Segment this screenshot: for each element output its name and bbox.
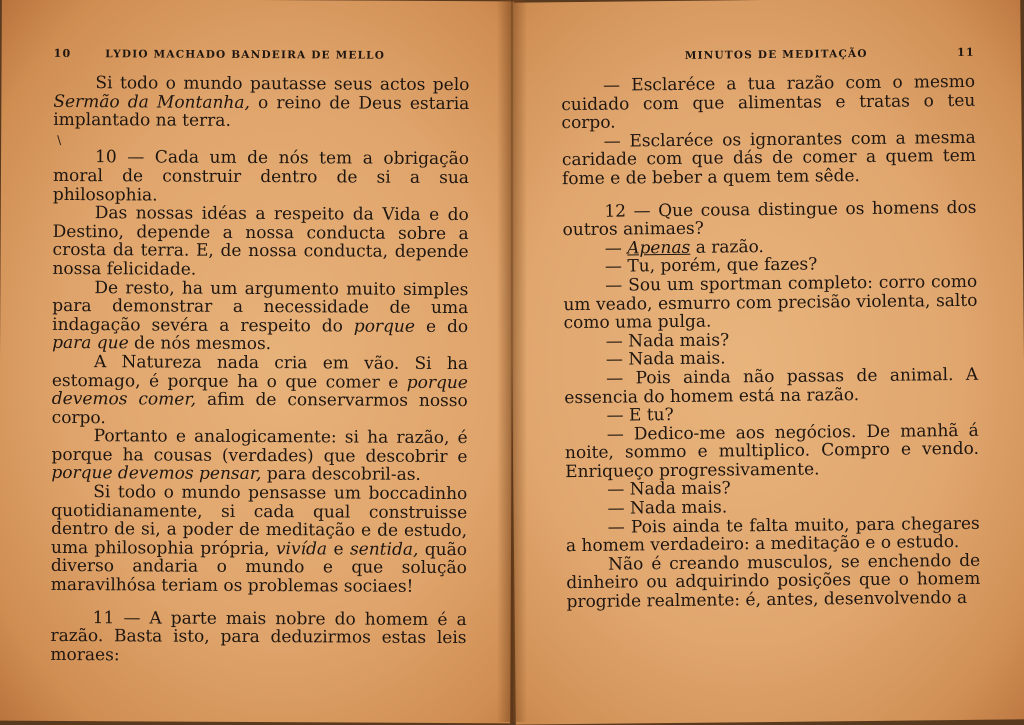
right-running-head: MINUTOS DE MEDITAÇÃO <box>684 47 868 62</box>
left-paragraph-6 <box>51 427 467 485</box>
left-page-header <box>54 47 470 62</box>
text-span: e <box>327 539 351 560</box>
dialogue-line: — Nada mais. <box>607 497 728 519</box>
text-span: Si todo o mundo pensasse um boccadinho quotidianamente, si cada qual construisse dentro de si, a poder de meditação e de estudo, uma philosophia própria, <box>50 482 468 559</box>
underlined-span: Apenas <box>627 237 691 259</box>
text-span: o reino de Deus estaria implantado na terra. <box>53 92 470 132</box>
text-span: A Natureza nada cria em vão. Si ha estomago, é porque ha o que comer e <box>51 352 469 393</box>
italic-span: sentida, <box>349 539 419 560</box>
italic-span: Sermão da Montanha, <box>53 91 250 113</box>
left-paragraph-1 <box>53 74 469 132</box>
italic-span: vivída <box>275 538 328 560</box>
dialogue-line: — Pois ainda te falta muito, para chegares a homem verdadeiro: a meditação e o estudo. <box>565 513 980 557</box>
mark-glyph: \ <box>57 132 62 147</box>
right-closing-paragraph: Não é creando musculos, se enchendo de dinheiro ou adquirindo posições que o homem progride realmente: é, antes, desenvolvendo a <box>566 550 981 613</box>
left-paragraph-5 <box>52 353 468 430</box>
left-page-text <box>50 74 469 667</box>
left-paragraph-3: Das nossas idéas a respeito da Vida e do Destino, depende a nossa conducta sobre a crosta da terra. E, de nossa conducta, depende nossa felicidade. <box>52 203 469 280</box>
left-running-head: LYDIO MACHADO BANDEIRA DE MELLO <box>105 48 386 62</box>
right-paragraph-1: — Esclaréce a tua razão com o mesmo cuidado com que alimentas e tratas o teu corpo. <box>561 71 976 134</box>
left-paragraph-11: 11 — A parte mais nobre do homem é a razão. Basta isto, para deduzirmos estas leis moraes: <box>50 607 467 666</box>
dialogue-line: — Sou um sportman completo: corro como um veado, esmurro com precisão violenta, salto como uma pulga. <box>563 271 978 334</box>
text-span: e do <box>414 316 469 337</box>
italic-span: porque <box>353 316 416 337</box>
right-page-header <box>561 46 975 63</box>
dialogue-line: — E tu? <box>606 405 674 426</box>
text-span: afim de conservarmos nosso corpo. <box>51 389 468 428</box>
italic-span: para que <box>52 333 129 354</box>
text-span: a razão. <box>690 236 764 258</box>
dialogue-line: — Nada mais? <box>605 330 730 352</box>
dialogue-line: — Pois ainda não passas de animal. A essencia do homem está na razão. <box>564 364 979 408</box>
left-page-number: 10 <box>53 46 72 61</box>
right-paragraph-12: 12 — Que cousa distingue os homens dos outros animaes? <box>562 197 977 241</box>
text-span: quão diverso andaria o mundo e que solução maravilhósa teriam os problemas sociaes! <box>50 539 468 597</box>
left-paragraph-7 <box>51 483 468 597</box>
dialogue-line: — Nada mais. <box>605 348 726 371</box>
dialogue-line: — Tu, porém, que fazes? <box>604 254 818 278</box>
text-span: de nós mesmos. <box>128 333 272 355</box>
left-paragraph-10: 10 — Cada um de nós tem a obrigação moral de construir dentro de si a sua philosophia. <box>52 147 470 206</box>
dialogue-line: — Dedico-me aos negócios. De manhã á noite, sommo e multiplico. Compro e vendo. Enriqueço progressivamente. <box>564 420 980 483</box>
text-span: Si todo o mundo pautasse seus actos pelo <box>95 73 470 96</box>
italic-span: porque devemos pensar, <box>51 463 262 485</box>
right-paragraph-2: — Esclaréce os ignorantes com a mesma caridade com que dás de comer a quem tem fome e de beber a quem tem sêde. <box>561 127 976 190</box>
text-span: para descobril-as. <box>261 464 421 486</box>
book-gutter <box>497 0 527 722</box>
right-page <box>508 0 1024 725</box>
right-page-text <box>561 73 981 612</box>
left-paragraph-4 <box>52 278 468 355</box>
italic-span: porque devemos comer, <box>51 372 468 410</box>
right-page-number: 11 <box>956 45 975 60</box>
text-span: Portanto e analogicamente: si ha razão, é porque ha cousas (verdades) que descobrir e <box>51 426 468 467</box>
dialogue-line: — Nada mais? <box>607 478 731 501</box>
text-span: De resto, ha um argumento muito simples para demonstrar a necessidade de uma indagação sevéra a respeito do <box>52 277 469 337</box>
text-span: — <box>604 238 628 259</box>
